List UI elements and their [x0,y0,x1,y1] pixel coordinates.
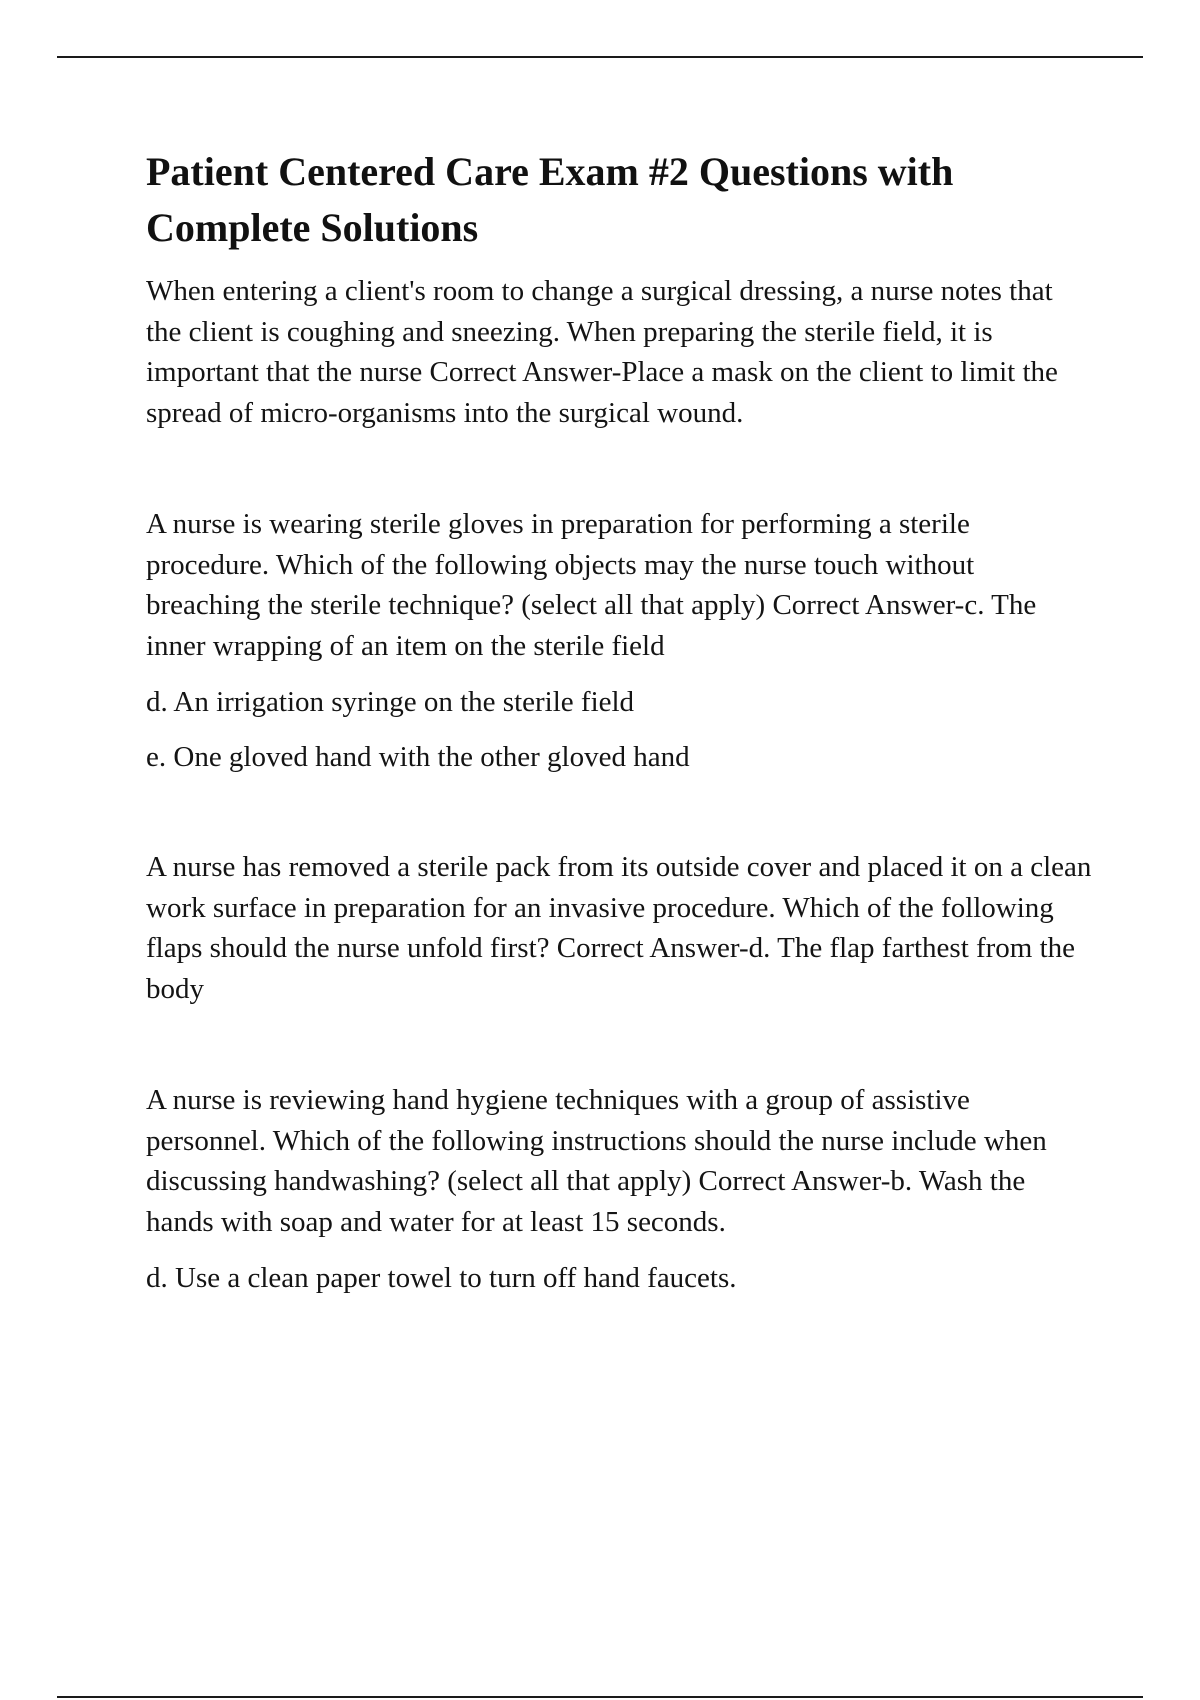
question-2-option-e: e. One gloved hand with the other gloved hand [146,740,690,773]
document-body [146,144,1092,1299]
header-rule [57,56,1143,58]
question-4: A nurse is reviewing hand hygiene techniques with a group of assistive personnel. Which of the following instructions should the nurse include when discussing handwashing? (select all that apply) Correct Answer-b. Wash the hands with soap and water for at least 15 seconds. [146,1084,1047,1238]
question-1: When entering a client's room to change a surgical dressing, a nurse notes that the client is coughing and sneezing. When preparing the sterile field, it is important that the nurse Correct Answer-Place a mask on the client to limit the spread of micro-organisms into the surgical wound. [146,275,1058,429]
question-3: A nurse has removed a sterile pack from its outside cover and placed it on a clean work surface in preparation for an invasive procedure. Which of the following flaps should the nurse unfold first? Correct Answer-d. The flap farthest from the body [146,851,1092,1005]
question-4-option-d: d. Use a clean paper towel to turn off hand faucets. [146,1262,737,1294]
page-title: Patient Centered Care Exam #2 Questions with Complete Solutions [146,149,954,250]
footer-rule [57,1696,1143,1698]
question-2: A nurse is wearing sterile gloves in preparation for performing a sterile procedure. Which of the following objects may the nurse touch without breaching the sterile technique? (select all that apply) Correct Answer-c. The inner wrapping of an item on the sterile field [146,508,1037,662]
question-2-option-d: d. An irrigation syringe on the sterile field [146,686,635,718]
